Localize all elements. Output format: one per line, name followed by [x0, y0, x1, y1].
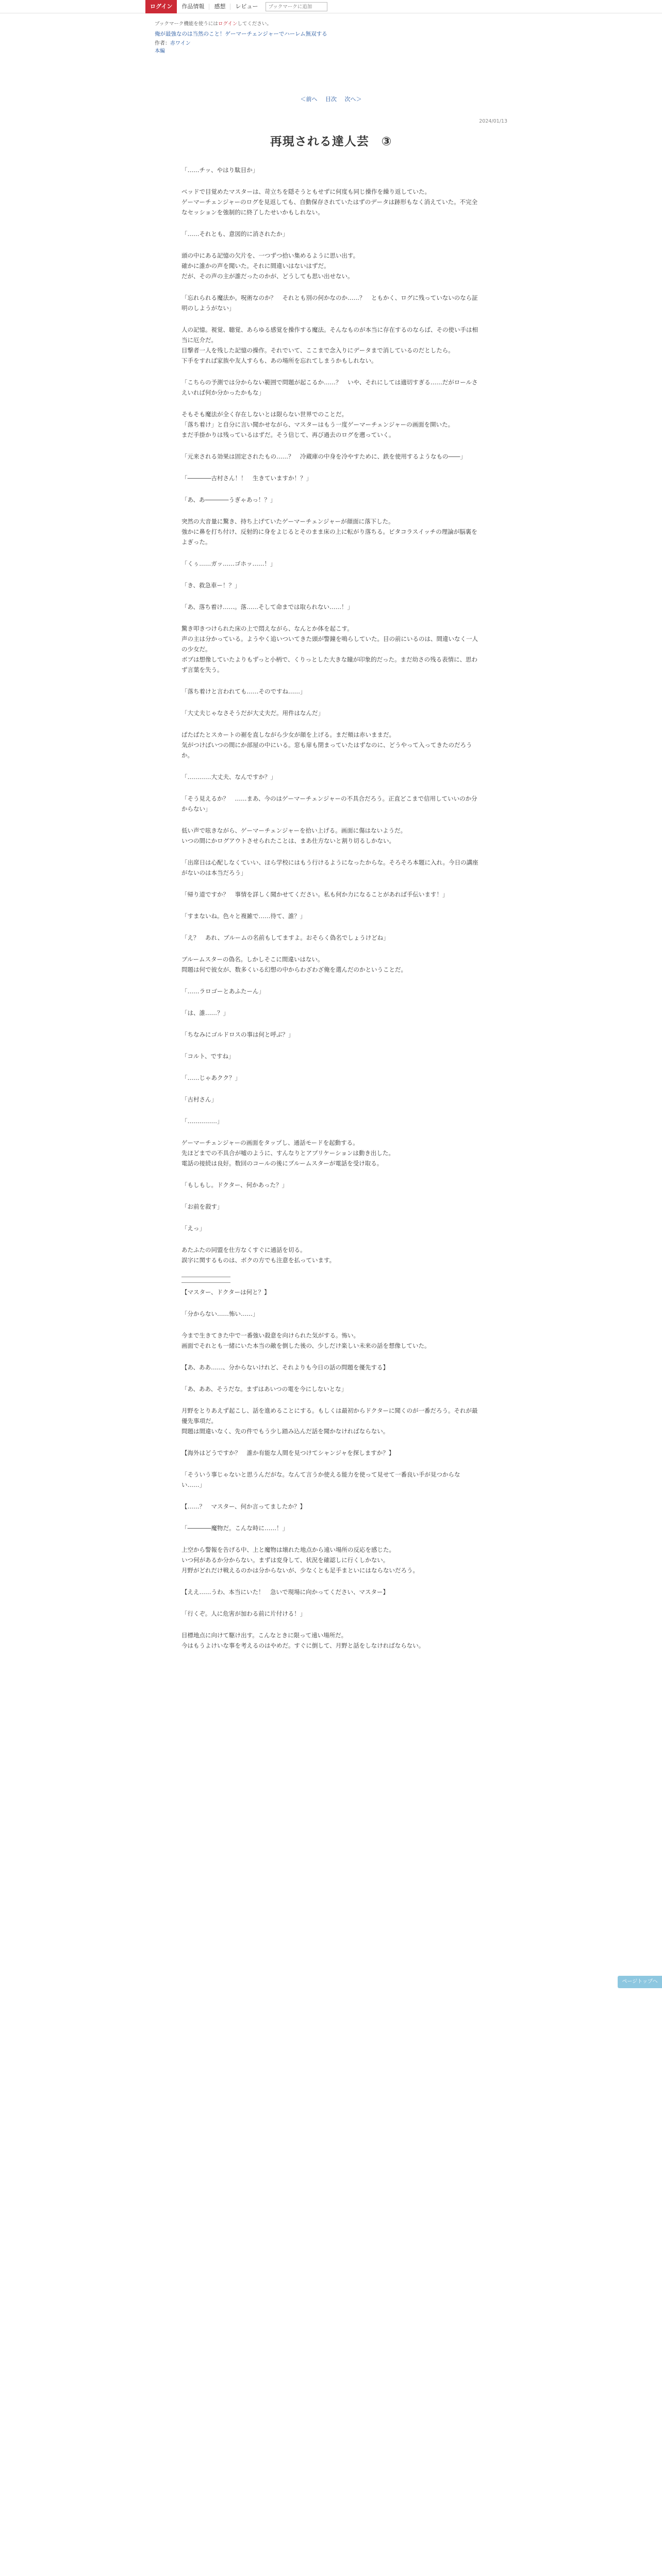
story-paragraph: 月野をとりあえず起こし、話を進めることにする。もしくは最初からドクターに聞くのが一番だろう。それが最優先事項だ。 問題は間違いなく、先の件でもう少し踏み込んだ話を聞かなければならない。 [181, 1407, 478, 1435]
story-paragraph: 「忘れられる魔法か。呪術なのか？ それとも別の何かなのか……？ ともかく、ログに残っていないのなら証明のしようがない」 [181, 294, 478, 312]
story-paragraph: 「あ、ああ、そうだな。まずはあいつの電を今にしないとな」 [181, 1385, 347, 1393]
story-paragraph: 上空から警報を告げる中、上と魔物は壊れた地点から遠い場所の反応を感じた。 いつ何があるか分からない。まずは変身して、状況を確認しに行くしかない。 月野がどれだけ戦えるのかは分からないが、少なくとも足手まといにはならないだろう。 [181, 1546, 419, 1574]
nav-item-impressions[interactable]: 感想 [209, 4, 230, 10]
story-paragraph: 突然の大音量に驚き、持ち上げていたゲーマーチェンジャーが顔面に落下した。 強かに鼻を打ち付け、反射的に身をよじるとそのまま床の上に転がり落ちる。ビタコラスイッチの理論が脳裏をよぎった。 [181, 518, 477, 546]
episode-nav-top [155, 95, 507, 103]
prev-episode-link[interactable]: ＜前へ [300, 96, 318, 103]
story-paragraph: 「分からない……怖い……」 [181, 1310, 259, 1317]
story-paragraph: 「お前を殺す」 [181, 1203, 223, 1210]
story-paragraph: 「ちなみにゴルドロスの事は何と呼ぶ？」 [181, 1031, 294, 1038]
next-episode-link[interactable]: 次へ＞ [344, 96, 362, 103]
work-meta [155, 39, 507, 46]
story-paragraph: ブルームスターの偽名。しかしそこに間違いはない。 問題は何で彼女が、数多くいる幻想の中からわざわざ俺を選んだのかということだ。 [181, 956, 407, 973]
index-link[interactable]: 目次 [325, 96, 337, 103]
story-body [181, 165, 481, 1662]
notice-text-post: してください。 [237, 21, 272, 27]
story-paragraph: 【マスター、ドクターは何と？】 [181, 1289, 270, 1296]
global-nav-inner [145, 0, 517, 13]
story-paragraph: 「行くぞ。人に危害が加わる前に片付ける！」 [181, 1610, 306, 1617]
story-paragraph: 「くぅ……ガッ……ゴホッ……！」 [181, 560, 276, 567]
story-paragraph: 「えっ」 [181, 1225, 205, 1232]
story-paragraph: 「そういう事じゃないと思うんだがな。なんて言うか使える能力を使って見せて一番良い手が見つからない……」 [181, 1471, 460, 1488]
story-paragraph: ベッドで目覚めたマスターは、苛立ちを隠そうともせずに何度も同じ操作を繰り返していた。 ゲーマーチェンジャーのログを見返しても、自動保存されていたはずのデータは跡形もなく消えていた。不完全なセッションを強制的に終了したせいかもしれない。 [181, 188, 478, 216]
story-paragraph: 「出席日は心配しなくていい、ほら学校にはもう行けるようになったからな。そろそろ本題に入れ。今日の講座がないのは本当だろう」 [181, 859, 478, 876]
story-paragraph: 「……それとも、意図的に消されたか」 [181, 230, 288, 238]
story-paragraph: 「……チッ、やはり駄目か」 [181, 166, 259, 174]
story-paragraph: 人の記憶。視覚、聴覚、あらゆる感覚を操作する魔法。そんなものが本当に存在するのならば、その使い手は相当に厄介だ。 目撃者一人を残した記憶の操作。それでいて、ここまで念入りにデータまで消しているのだとしたら。 下手をすれば家族や友人すらも、あの場所を忘れてしまうかもしれない。 [181, 326, 478, 364]
story-paragraph: 「え？ あれ、ブルームの名前もしてますよ。おそらく偽名でしょうけどね」 [181, 934, 389, 941]
story-paragraph: 「は、誰……？」 [181, 1009, 229, 1016]
story-paragraph: 「コルト、ですね」 [181, 1053, 235, 1060]
story-paragraph: 【……？ マスター、何か言ってましたか？】 [181, 1503, 306, 1510]
page-top-button[interactable]: ページトップへ [618, 1976, 662, 1988]
story-paragraph: 「古村さん」 [181, 1096, 217, 1103]
story-paragraph: 「き、救急車ー！？」 [181, 582, 241, 589]
nav-item-reviews[interactable]: レビュー [235, 3, 258, 10]
story-paragraph: 「――――魔物だ。こんな時に……！」 [181, 1524, 288, 1532]
story-paragraph: あたふたの同盟を仕方なくすぐに通話を切る。 誤字に関するものは、ボクの方でも注意を払っています。 [181, 1246, 336, 1264]
story-paragraph: 「あ、落ち着け……。落……そして命までは取られない……！」 [181, 603, 354, 611]
story-paragraph: 「…………大丈夫、なんですか？」 [181, 773, 276, 781]
story-paragraph: 「もしもし。ドクター、何かあった？」 [181, 1181, 288, 1189]
nav-item-work-info[interactable]: 作品情報 [177, 4, 209, 10]
section-divider [181, 1282, 230, 1283]
global-nav [0, 0, 662, 13]
story-paragraph: 「こちらの予測では分からない範囲で問題が起こるか……？ いや、それにしては適切すぎる……だがロールさえいれば何か分かったかもな」 [181, 379, 478, 396]
story-paragraph: 「落ち着けと言われても……そのですね……」 [181, 688, 306, 695]
notice-text: ブックマーク機能を使うには [155, 21, 218, 27]
story-paragraph: そもそも魔法が全く存在しないとは限らない世界でのことだ。 「落ち着け」と自分に言い聞かせながら、マスターはもう一度ゲーマーチェンジャーの画面を開いた。 まだ手掛かりは残っているはずだ。そう信じて、再び過去のログを遡っていく。 [181, 411, 454, 438]
episode-title: 再現される達人芸 ③ [270, 135, 392, 148]
story-paragraph: 「帰り道ですか？ 事情を詳しく聞かせてください。私も何か力になることがあれば手伝います！」 [181, 891, 449, 898]
story-paragraph: 「元来される効果は固定されたもの……？ 冷蔵庫の中身を冷やすために、鉄を使用するようなもの――」 [181, 453, 466, 460]
story-paragraph: 【海外はどうですか？ 誰か有能な人間を見つけてシャンジャを探しますか？】 [181, 1449, 395, 1456]
story-paragraph: 「すまないね。色々と複雑で……待て、誰？」 [181, 912, 306, 920]
story-paragraph: 「あ、あ――――うぎゃあっ！？」 [181, 496, 276, 503]
work-title-link[interactable]: 俺が最強なのは当然のこと！ゲーマーチェンジャーでハーレム無双する [155, 31, 327, 37]
story-paragraph: 頭の中にある記憶の欠片を、一つずつ拾い集めるように思い出す。 確かに誰かの声を聞いた。それに間違いはないはずだ。 だが、その声の主が誰だったのかが、どうしても思い出せない。 [181, 252, 359, 280]
story-paragraph: 低い声で呟きながら、ゲーマーチェンジャーを拾い上げる。画面に傷はないようだ。 いつの間にかログアウトさせられたことは、まあ仕方ないと割り切るしかない。 [181, 827, 407, 844]
notice-login-link[interactable]: ログイン [218, 21, 238, 27]
story-paragraph: 「大丈夫じゃなさそうだが大丈夫だ。用件はなんだ」 [181, 709, 324, 717]
story-paragraph: ぱたぱたとスカートの裾を直しながら少女が顔を上げる。まだ頬は赤いままだ。 気がつけばいつの間にか部屋の中にいる。窓も扉も閉まっていたはずなのに、どうやって入ってきたのだろうか。 [181, 731, 472, 759]
login-notice [155, 20, 507, 27]
story-paragraph: 「……………」 [181, 1117, 223, 1125]
author-link[interactable]: 赤ワイン [170, 41, 191, 46]
login-button[interactable]: ログイン [145, 0, 177, 13]
episode-date: 2024/01/13 [479, 118, 507, 124]
story-paragraph: 目標地点に向けて駆け出す。こんなときに限って遠い場所だ。 今はもうよけいな事を考えるのはやめだ。すぐに倒して、月野と話をしなければならない。 [181, 1632, 425, 1649]
story-paragraph: 【ええ……うわ、本当にいた！ 急いで現場に向かってください、マスター】 [181, 1588, 389, 1596]
chapter-link[interactable]: 本編 [155, 48, 165, 54]
story-paragraph: 「……ラロゴーとあふたーん」 [181, 988, 264, 995]
bookmark-add-field[interactable] [266, 2, 327, 11]
story-paragraph: 「……じゃあクク？」 [181, 1074, 241, 1081]
author-label: 作者： [155, 41, 170, 46]
story-paragraph: 驚き叩きつけられた床の上で悶えながら、なんとか体を起こす。 声の主は分かっている。ようやく追いついてきた頭が警鐘を鳴らしていた。目の前にいるのは、間違いなく一人の少女だ。 ボブは想像していたよりもずっと小柄で、くりっとした大きな瞳が印象的だった。まだ幼さの残る表情に、思わず言葉を失う。 [181, 625, 478, 673]
story-paragraph: 「そう見えるか？ ……まあ、今のはゲーマーチェンジャーの不具合だろう。正直どこまで信用していいのか分からない」 [181, 795, 477, 812]
story-paragraph: 今まで生きてきた中で一番強い殺意を向けられた気がする。怖い。 画面でそれとも一緒にいた本当の敵を倒した後の、少しだけ楽しい未来の話を想像していた。 [181, 1332, 431, 1349]
story-paragraph: ゲーマーチェンジャーの画面をタップし、通話モードを起動する。 先ほどまでの不具合が嘘のように、すんなりとアプリケーションは動き出した。 電話の接続は良好。数回のコールの後にブルームスターが電話を受け取る。 [181, 1139, 394, 1167]
story-paragraph: 【あ、ああ……、分からないけれど、それよりも今日の話の問題を優先する】 [181, 1364, 389, 1371]
story-paragraph: 「――――古村さん！！ 生きていますか！？」 [181, 474, 312, 482]
